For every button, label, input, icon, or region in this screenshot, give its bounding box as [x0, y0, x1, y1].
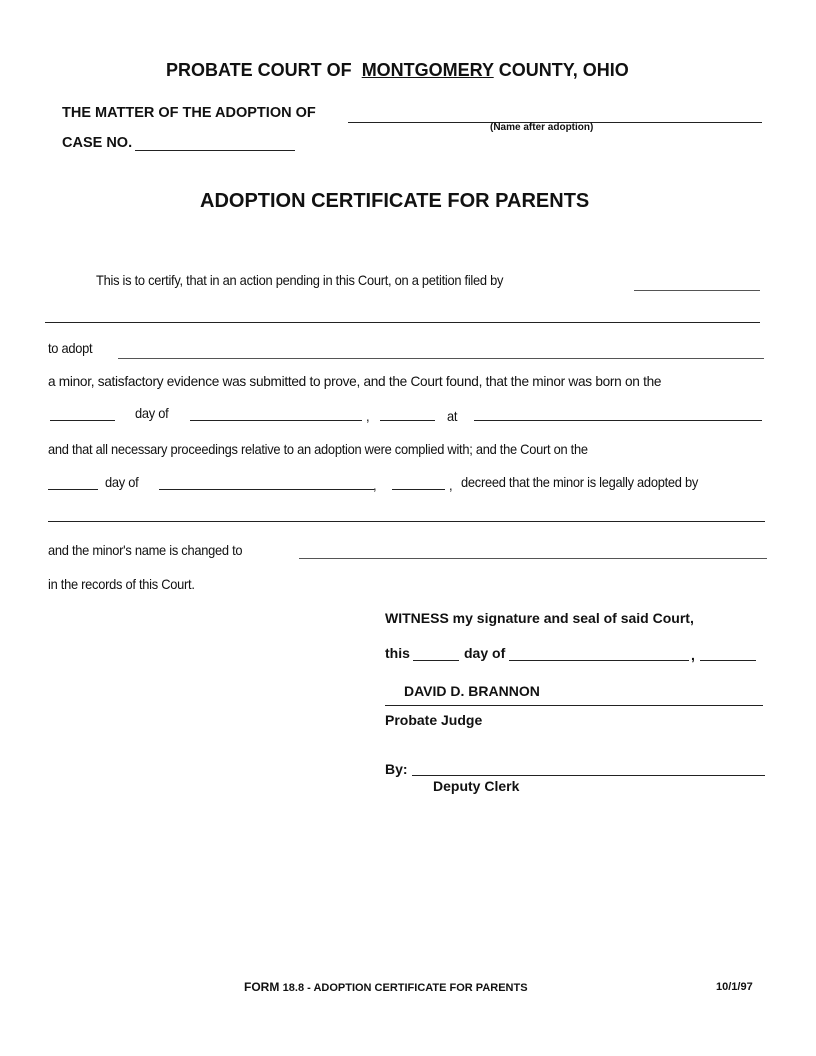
witness-text: WITNESS my signature and seal of said Court, [385, 610, 694, 626]
court-prefix: PROBATE COURT OF [166, 60, 352, 80]
form-footer [244, 980, 528, 994]
court-heading [166, 60, 629, 81]
petitioner-field-2[interactable] [45, 322, 760, 323]
sign-day-of-label: day of [464, 645, 506, 661]
day-of-label-1: day of [135, 405, 169, 421]
form-prefix: FORM [244, 980, 280, 994]
court-suffix: COUNTY, OHIO [498, 60, 629, 80]
decreed-text: decreed that the minor is legally adopted by [461, 474, 699, 490]
this-label: this [385, 645, 410, 661]
clerk-title: Deputy Clerk [433, 778, 520, 794]
page-title: ADOPTION CERTIFICATE FOR PARENTS [200, 190, 590, 212]
sign-month-field[interactable] [509, 660, 689, 661]
judge-name: DAVID D. BRANNON [404, 683, 540, 699]
sign-comma: , [691, 647, 695, 663]
name-changed-label: and the minor's name is changed to [48, 542, 243, 558]
decree-year-field[interactable] [392, 489, 445, 490]
birth-month-field[interactable] [190, 420, 362, 421]
birth-day-field[interactable] [50, 420, 115, 421]
certify-text: This is to certify, that in an action pending in this Court, on a petition filed by [96, 272, 504, 288]
form-date: 10/1/97 [716, 981, 753, 993]
at-label: at [447, 408, 458, 424]
case-number-field[interactable] [135, 150, 295, 151]
county-name: MONTGOMERY [361, 60, 494, 80]
sign-year-field[interactable] [700, 660, 756, 661]
day-of-label-2: day of [105, 474, 139, 490]
adoptive-parents-field[interactable] [48, 521, 765, 522]
minor-name-field[interactable] [118, 358, 764, 359]
petitioner-field-1[interactable] [634, 290, 760, 291]
comma-3: , [449, 477, 453, 493]
comma-2: , [373, 477, 377, 493]
new-name-field[interactable] [299, 558, 767, 559]
minor-text: a minor, satisfactory evidence was submitted to prove, and the Court found, that the minor was born on the [48, 373, 662, 389]
case-label: CASE NO. [62, 135, 133, 151]
proceedings-text: and that all necessary proceedings relative to an adoption were complied with; and the Court on the [48, 441, 588, 457]
judge-signature-line[interactable] [385, 705, 763, 706]
sign-day-field[interactable] [413, 660, 459, 661]
by-label: By: [385, 761, 408, 777]
to-adopt-label: to adopt [48, 340, 93, 356]
decree-day-field[interactable] [48, 489, 98, 490]
birth-year-field[interactable] [380, 420, 435, 421]
form-text: 18.8 - ADOPTION CERTIFICATE FOR PARENTS [282, 982, 528, 994]
decree-month-field[interactable] [159, 489, 374, 490]
matter-label: THE MATTER OF THE ADOPTION OF [62, 105, 316, 121]
comma-1: , [366, 408, 370, 424]
judge-title: Probate Judge [385, 712, 483, 728]
matter-caption: (Name after adoption) [490, 122, 594, 133]
birth-place-field[interactable] [474, 420, 762, 421]
records-text: in the records of this Court. [48, 576, 195, 592]
clerk-signature-field[interactable] [412, 775, 765, 776]
